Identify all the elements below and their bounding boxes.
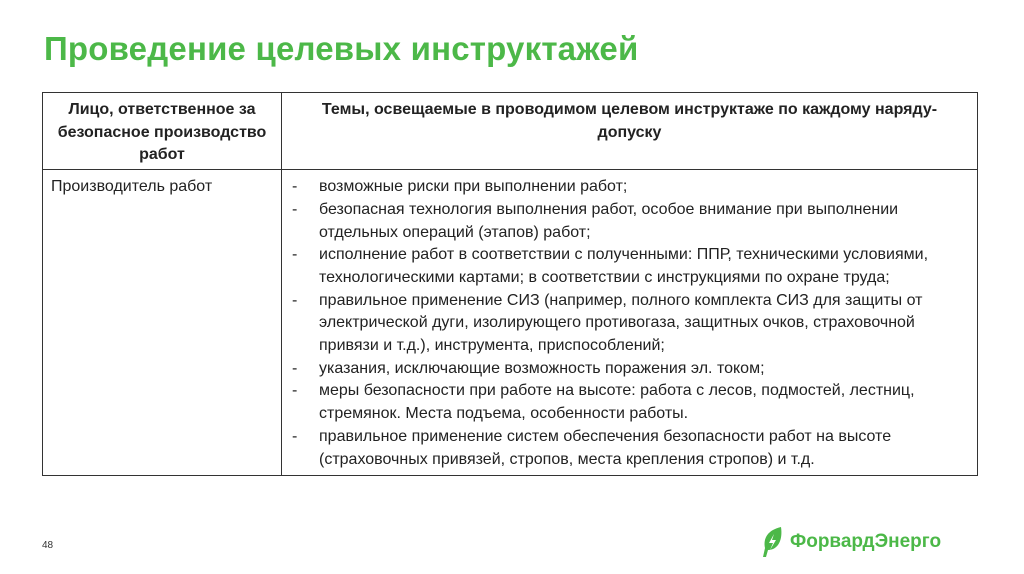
topic-item <box>292 426 969 471</box>
topic-text: исполнение работ в соответствии с полученными: ППР, техническими условиями, технологическими картами; в соответствии с инструкциями по охране труда; <box>319 246 929 286</box>
logo-text: ФорвардЭнерго <box>790 531 942 552</box>
bullet-dash: - <box>292 178 298 196</box>
topics-list <box>292 176 969 471</box>
topic-item <box>292 176 969 199</box>
topic-text: правильное применение систем обеспечения безопасности работ на высоте (страховочных привязей, стропов, места крепления стропов) и т.д. <box>319 427 892 468</box>
topic-item <box>292 244 969 289</box>
leaf-lightning-icon <box>762 526 784 558</box>
topic-item <box>292 290 969 358</box>
bullet-dash: - <box>292 359 298 377</box>
topic-item <box>292 199 969 244</box>
cell-person: Производитель работ <box>43 170 282 476</box>
page-number: 48 <box>42 540 54 551</box>
bullet-dash: - <box>292 200 298 218</box>
topic-text: правильное применение СИЗ (например, полного комплекта СИЗ для защиты от электрической дуги, изолирующего противогаза, защитных очков, страховочной привязи и т.д.), инструмента, приспособлений; <box>319 291 923 355</box>
topic-text: возможные риски при выполнении работ; <box>319 178 628 196</box>
header-responsible-person: Лицо, ответственное за безопасное производство работ <box>43 93 282 170</box>
company-logo <box>762 526 941 558</box>
bullet-dash: - <box>292 291 298 309</box>
topic-text: меры безопасности при работе на высоте: работа с лесов, подмостей, лестниц, стремянок. Места подъема, особенности работы. <box>319 382 915 423</box>
header-topics: Темы, освещаемые в проводимом целевом инструктаже по каждому наряду-допуску <box>282 93 978 170</box>
bullet-dash: - <box>292 382 298 400</box>
bullet-dash: - <box>292 246 298 264</box>
topic-text: указания, исключающие возможность поражения эл. током; <box>319 359 765 377</box>
topic-item <box>292 380 969 425</box>
page-title: Проведение целевых инструктажей <box>44 30 639 67</box>
topic-text: безопасная технология выполнения работ, особое внимание при выполнении отдельных операций (этапов) работ; <box>319 200 899 241</box>
table-header-row <box>43 93 978 170</box>
topic-item <box>292 358 969 381</box>
cell-topics <box>282 170 978 476</box>
instruction-table <box>42 92 978 476</box>
bullet-dash: - <box>292 427 298 445</box>
table-row <box>43 170 978 476</box>
